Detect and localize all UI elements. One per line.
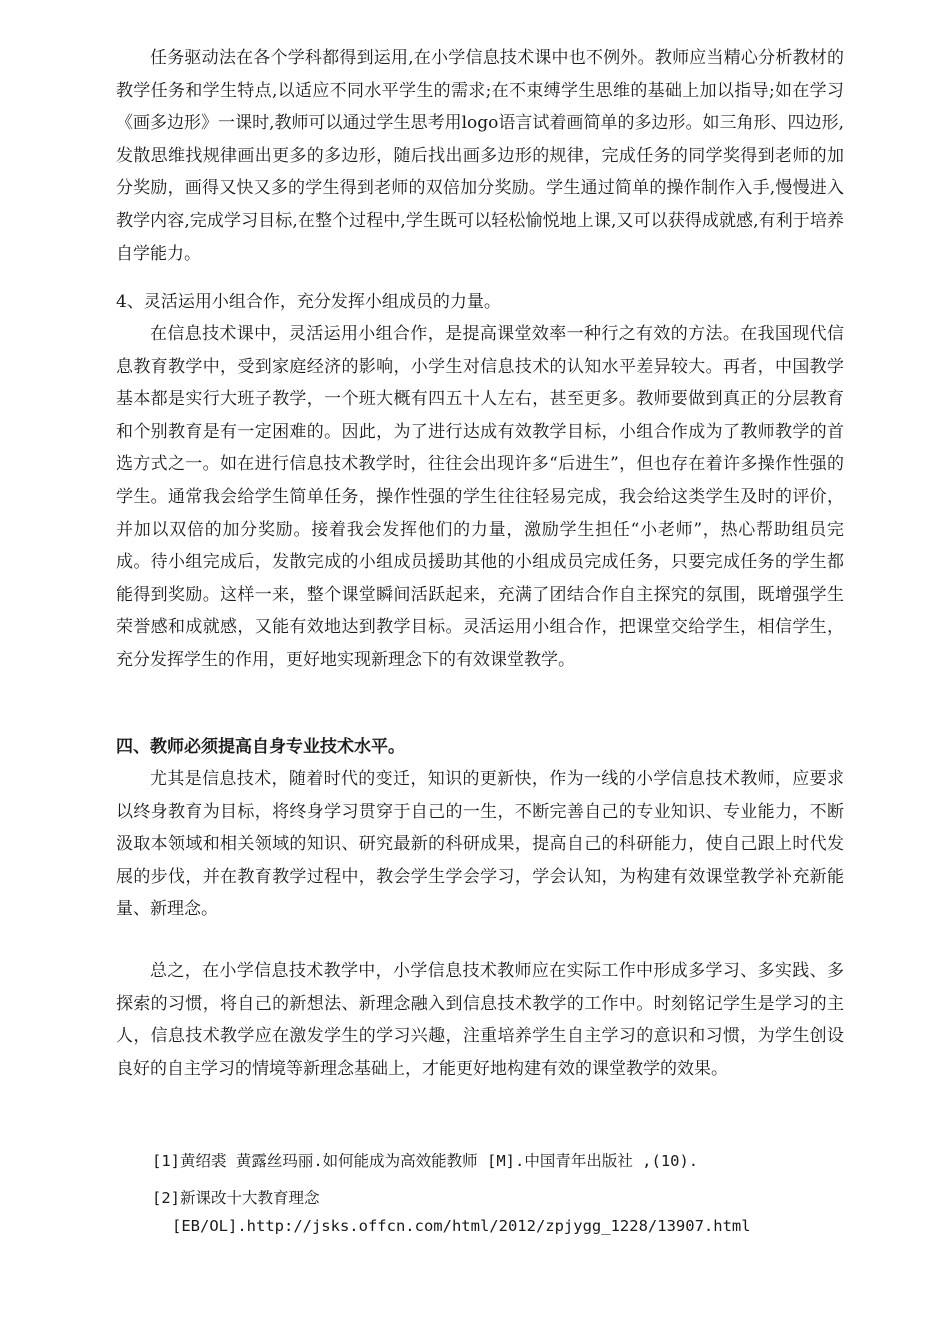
- reference-item: [2]新课改十大教育理念[EB/OL].http://jsks.offcn.com/html/2012/zpjygg_1228/13907.html: [152, 1189, 751, 1235]
- reference-item: [1]黄绍裘 黄露丝玛丽.如何能成为高效能教师 [M].中国青年出版社 ,(10).: [152, 1152, 699, 1170]
- section-heading-teacher-skills: 四、教师必须提高自身专业技术水平。: [116, 737, 405, 757]
- paragraph-conclusion: 总之，在小学信息技术教学中，小学信息技术教师应在实际工作中形成多学习、多实践、多探索的习惯，将自己的新想法、新理念融入到信息技术教学的工作中。时刻铭记学生是学习的主人，信息技术教学应在激发学生的学习兴趣，注重培养学生自主学习的意识和习惯，为学生创设良好的自主学习的情境等新理念基础上，才能更好地构建有效的课堂教学的效果。: [116, 961, 844, 1079]
- subheading-group-cooperation: 4、灵活运用小组合作，充分发挥小组成员的力量。: [116, 292, 501, 312]
- paragraph-group-cooperation: 在信息技术课中，灵活运用小组合作，是提高课堂效率一种行之有效的方法。在我国现代信息教育教学中，受到家庭经济的影响，小学生对信息技术的认知水平差异较大。再者，中国教学基本都是实行大班子教学，一个班大概有四五十人左右，甚至更多。教师要做到真正的分层教育和个别教育是有一定困难的。因此，为了进行达成有效教学目标，小组合作成为了教师教学的首选方式之一。如在进行信息技术教学时，往往会出现许多“后进生”，但也存在着许多操作性强的学生。通常我会给学生简单任务，操作性强的学生往往轻易完成，我会给这类学生及时的评价，并加以双倍的加分奖励。接着我会发挥他们的力量，激励学生担任“小老师”，热心帮助组员完成。待小组完成后，发散完成的小组成员援助其他的小组成员完成任务，只要完成任务的学生都能得到奖励。这样一来，整个课堂瞬间活跃起来，充满了团结合作自主探究的氛围，既增强学生荣誉感和成就感，又能有效地达到教学目标。灵活运用小组合作，把课堂交给学生，相信学生，充分发挥学生的作用，更好地实现新理念下的有效课堂教学。: [116, 324, 844, 670]
- paragraph-teacher-skills: 尤其是信息技术，随着时代的变迁，知识的更新快，作为一线的小学信息技术教师，应要求以终身教育为目标，将终身学习贯穿于自己的一生，不断完善自己的专业知识、专业能力，不断汲取本领域和相关领域的知识、研究最新的科研成果，提高自己的科研能力，使自己跟上时代发展的步伐，并在教育教学过程中，教会学生学会学习，学会认知，为构建有效课堂教学补充新能量、新理念。: [116, 769, 844, 920]
- paragraph-task-driven-method: 任务驱动法在各个学科都得到运用,在小学信息技术课中也不例外。教师应当精心分析教材的教学任务和学生特点,以适应不同水平学生的需求;在不束缚学生思维的基础上加以指导;如在学习《画多边形》一课时,教师可以通过学生思考用logo语言试着画简单的多边形。如三角形、四边形,发散思维找规律画出更多的多边形，随后找出画多边形的规律，完成任务的同学奖得到老师的加分奖励，画得又快又多的学生得到老师的双倍加分奖励。学生通过简单的操作制作入手,慢慢进入教学内容,完成学习目标,在整个过程中,学生既可以轻松愉悦地上课,又可以获得成就感,有利于培养自学能力。: [116, 48, 844, 264]
